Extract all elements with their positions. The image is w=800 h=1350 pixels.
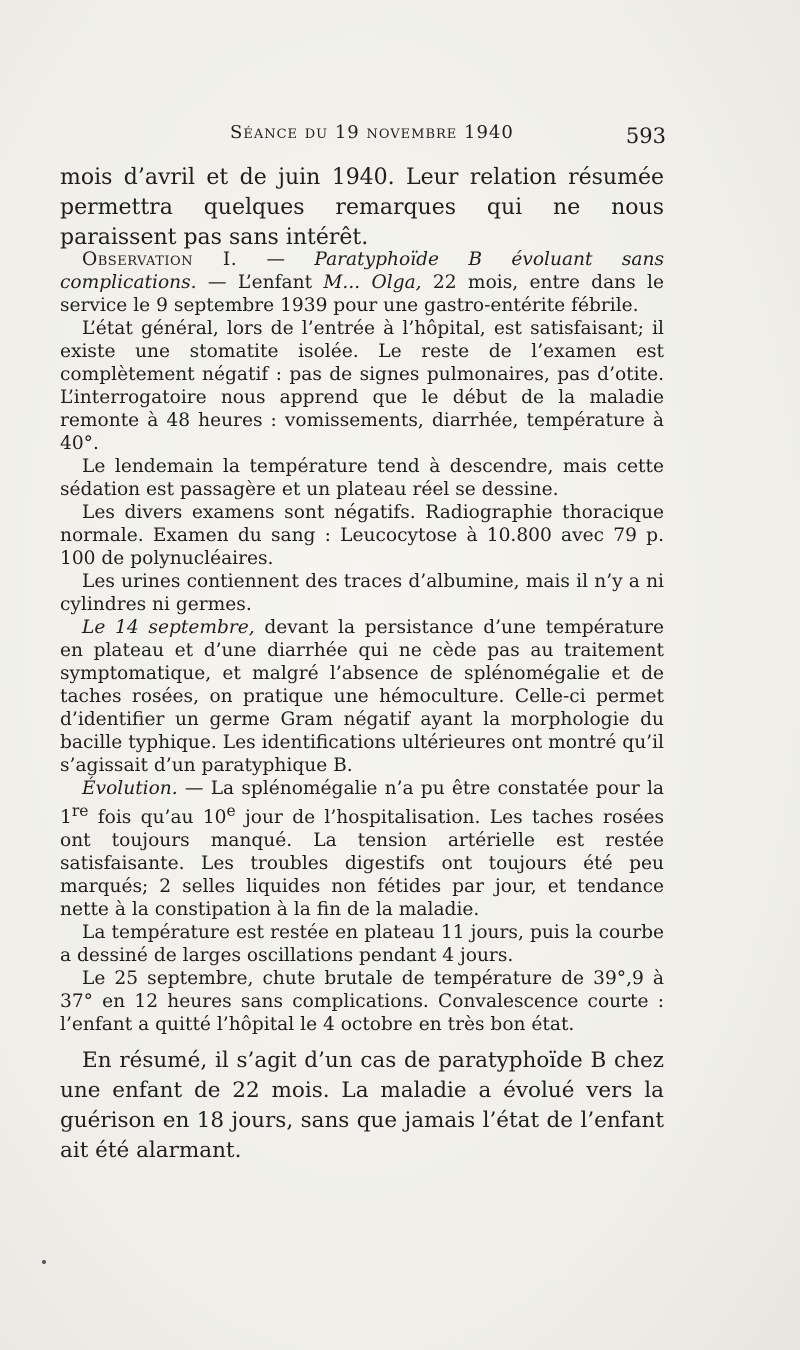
summary-paragraph: En résumé, il s’agit d’un cas de paratyphoïde B chez une enfant de 22 mois. La maladie a évolué vers la guérison en 18 jours, sans que jamais l’état de l’enfant ait été alarmant. [60, 1048, 664, 1163]
sept14-paragraph [60, 616, 664, 777]
evolution-text-2: fois qu’au 10 [88, 807, 227, 829]
observation-paragraph: Les urines contiennent des traces d’albumine, mais il n’y a ni cylindres ni germes. [60, 571, 664, 615]
observation-paragraph: Le lendemain la température tend à descendre, mais cette sédation est passagère et un plateau réel se dessine. [60, 456, 664, 500]
sept14-date: Le 14 septembre, [82, 617, 255, 638]
evolution-label: Évolution. [82, 778, 178, 799]
observation-paragraph: L’état général, lors de l’entrée à l’hôpital, est satisfaisant; il existe une stomatite isolée. Le reste de l’examen est complètement négatif : pas de signes pulmonaires, pas d’otite. L’interrogatoire nous apprend que le début de la maladie remonte à 48 heures : vomissements, diarrhée, température à 40°. [60, 318, 664, 454]
evolution-text-1: La splénomégalie n’a pu être constatée pour la 1 [60, 778, 664, 829]
sept14-text: devant la persistance d’une température en plateau et d’une diarrhée qui ne cède pas au traitement symptomatique, et malgré l’absence de splénomégalie et de taches rosées, on pratique une hémoculture. Celle-ci permet d’identifier un germe Gram négatif ayant la morphologie du bacille typhique. Les identifications ultérieures ont montré qu’il s’agissait d’un paratyphique B. [60, 617, 664, 776]
evolution-paragraph [60, 777, 664, 921]
running-head [230, 122, 680, 152]
paper-speck [42, 1260, 46, 1264]
running-head-title: Séance du 19 novembre 1940 [230, 122, 514, 143]
evolution-sup-1: re [71, 802, 89, 820]
evolution-dash: — [177, 778, 211, 799]
observation-label: Observation I. [82, 249, 238, 270]
evolution-sup-2: e [226, 802, 236, 820]
observation-heading-paragraph [60, 248, 664, 317]
closing-paragraph: La température est restée en plateau 11 jours, puis la courbe a dessiné de larges oscillations pendant 4 jours. [60, 922, 664, 967]
page-number: 593 [625, 124, 666, 148]
closing-paragraph: Le 25 septembre, chute brutale de température de 39°,9 à 37° en 12 heures sans complications. Convalescence courte : l’enfant a quitté l’hôpital le 4 octobre en très bon état. [60, 968, 664, 1036]
observation-dash: — [237, 249, 315, 270]
observation-intro-text: 22 mois, entre dans le service le 9 septembre 1939 pour une gastro-entérite fébrile. [60, 272, 664, 316]
observation-section [60, 248, 664, 1036]
observation-title: Paratyphoïde B évoluant sans complications. [60, 249, 664, 293]
lead-paragraph: mois d’avril et de juin 1940. Leur relation résumée permettra quelques remarques qui ne nous paraissent pas sans intérêt. [60, 165, 664, 250]
observation-intro-dash: — L’enfant [196, 272, 324, 293]
patient-name: M... Olga, [323, 272, 422, 293]
observation-paragraph: Les divers examens sont négatifs. Radiographie thoracique normale. Examen du sang : Leucocytose à 10.800 avec 79 p. 100 de polynucléaires. [60, 502, 664, 569]
evolution-text-3: jour de l’hospitalisation. Les taches rosées ont toujours manqué. La tension artérielle est restée satisfaisante. Les troubles digestifs ont toujours été peu marqués; 2 selles liquides non fétides par jour, et tendance nette à la constipation à la fin de la maladie. [60, 807, 664, 921]
